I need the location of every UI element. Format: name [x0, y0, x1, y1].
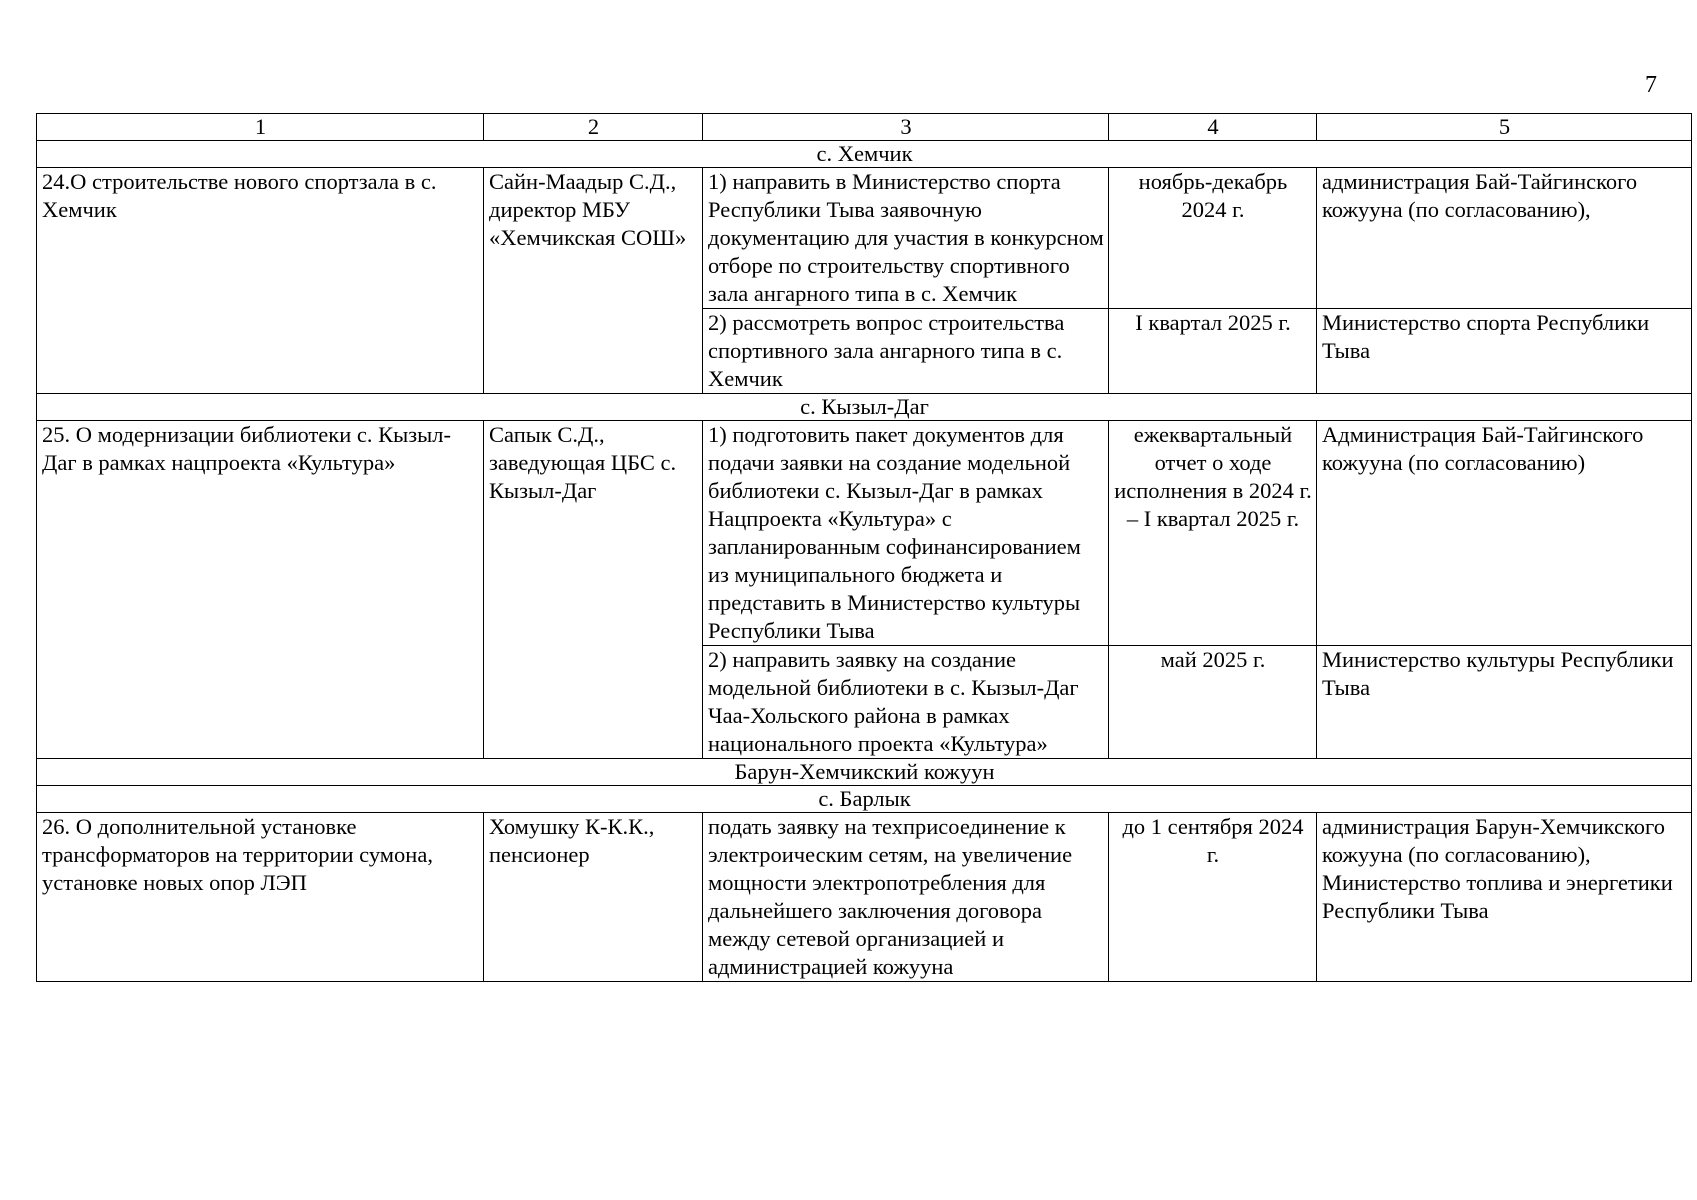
section-title: с. Барлык	[37, 786, 1692, 813]
responsible-cell: администрация Бай-Тайгинского кожууна (по согласованию),	[1317, 168, 1692, 309]
table-row	[37, 421, 1692, 646]
column-number-3: 3	[703, 114, 1109, 141]
page-number: 7	[1645, 72, 1657, 98]
section-row	[37, 141, 1692, 168]
deadline-cell: ежеквартальный отчет о ходе исполнения в 2024 г. – I квартал 2025 г.	[1109, 421, 1317, 646]
column-number-5: 5	[1317, 114, 1692, 141]
issue-cell: 24.О строительстве нового спортзала в с. Хемчик	[37, 168, 484, 394]
table-row	[37, 813, 1692, 982]
person-cell: Сайн-Маадыр С.Д., директор МБУ «Хемчикская СОШ»	[484, 168, 703, 394]
section-row	[37, 759, 1692, 786]
action-cell: 1) направить в Министерство спорта Республики Тыва заявочную документацию для участия в конкурсном отборе по строительству спортивного зала ангарного типа в с. Хемчик	[703, 168, 1109, 309]
responsible-cell: Администрация Бай-Тайгинского кожууна (по согласованию)	[1317, 421, 1692, 646]
issue-cell: 26. О дополнительной установке трансформаторов на территории сумона, установке новых опор ЛЭП	[37, 813, 484, 982]
column-number-4: 4	[1109, 114, 1317, 141]
action-cell: 2) рассмотреть вопрос строительства спортивного зала ангарного типа в с. Хемчик	[703, 309, 1109, 394]
section-row	[37, 394, 1692, 421]
column-number-row	[37, 114, 1692, 141]
column-number-2: 2	[484, 114, 703, 141]
action-cell: 1) подготовить пакет документов для подачи заявки на создание модельной библиотеки с. Кызыл-Даг в рамках Нацпроекта «Культура» с запланированным софинансированием из муниципального бюджета и представить в Министерство культуры Республики Тыва	[703, 421, 1109, 646]
responsible-cell: Министерство спорта Республики Тыва	[1317, 309, 1692, 394]
person-cell: Сапык С.Д., заведующая ЦБС с. Кызыл-Даг	[484, 421, 703, 759]
deadline-cell: ноябрь-декабрь 2024 г.	[1109, 168, 1317, 309]
deadline-cell: май 2025 г.	[1109, 646, 1317, 759]
responsible-cell: Министерство культуры Республики Тыва	[1317, 646, 1692, 759]
deadline-cell: до 1 сентября 2024 г.	[1109, 813, 1317, 982]
person-cell: Хомушку К-К.К., пенсионер	[484, 813, 703, 982]
section-title: Барун-Хемчикский кожуун	[37, 759, 1692, 786]
table-row	[37, 168, 1692, 309]
plan-table	[36, 113, 1692, 982]
deadline-cell: I квартал 2025 г.	[1109, 309, 1317, 394]
column-number-1: 1	[37, 114, 484, 141]
responsible-cell: администрация Барун-Хемчикского кожууна (по согласованию), Министерство топлива и энергетики Республики Тыва	[1317, 813, 1692, 982]
section-row	[37, 786, 1692, 813]
section-title: с. Кызыл-Даг	[37, 394, 1692, 421]
section-title: с. Хемчик	[37, 141, 1692, 168]
action-cell: 2) направить заявку на создание модельной библиотеки в с. Кызыл-Даг Чаа-Хольского района в рамках национального проекта «Культура»	[703, 646, 1109, 759]
action-cell: подать заявку на техприсоединение к электроическим сетям, на увеличение мощности электропотребления для дальнейшего заключения договора между сетевой организацией и администрацией кожууна	[703, 813, 1109, 982]
issue-cell: 25. О модернизации библиотеки с. Кызыл-Даг в рамках нацпроекта «Культура»	[37, 421, 484, 759]
